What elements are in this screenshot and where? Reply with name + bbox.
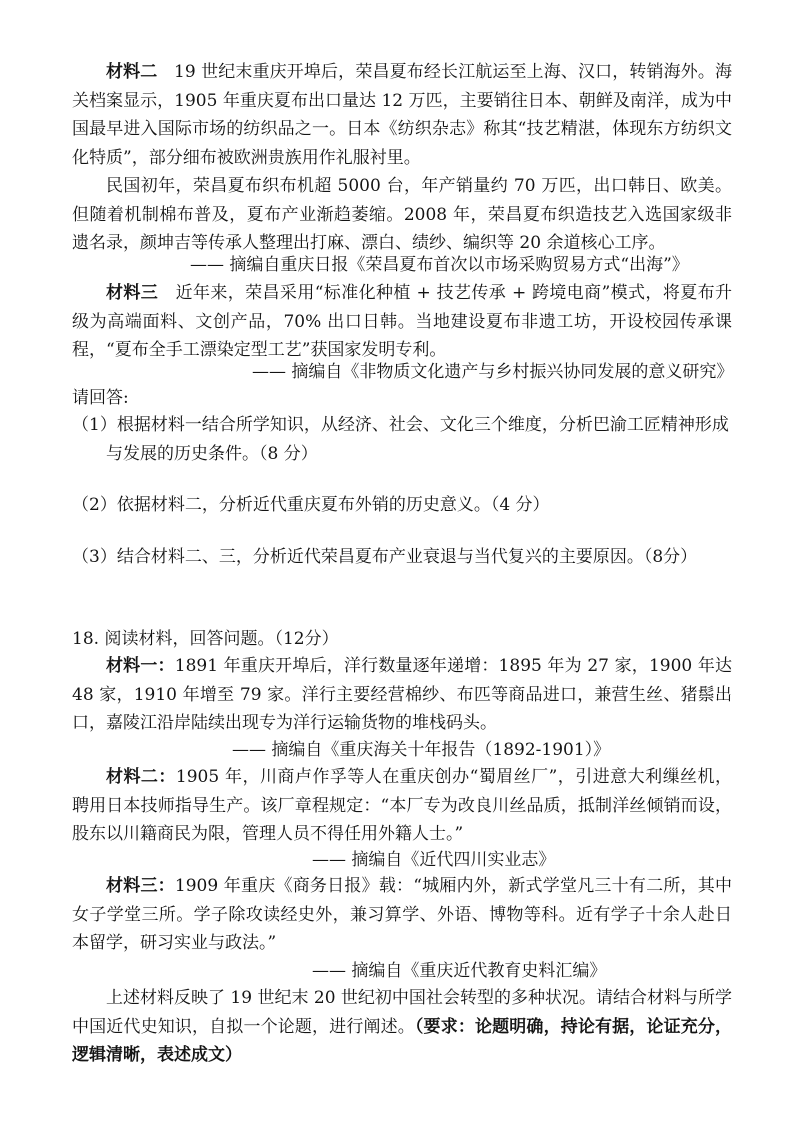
material-two-text2: 民国初年，荣昌夏布织布机超 5000 台，年产销量约 70 万匹，出口韩日、欧美。但随着机制棉布普及，夏布产业渐趋萎缩。2008 年，荣昌夏布织造技艺入选国家级非遗名录，颜坤吉等传承人整理出打麻、漂白、绩纱、编织等 20 余道核心工序。: [72, 176, 732, 253]
question-1-number: （1）: [72, 415, 117, 435]
question-3-number: （3）: [72, 547, 117, 567]
q18-material-one-source: —— 摘编自《重庆海关十年报告（1892-1901）》: [232, 740, 611, 760]
q18-material-one-text: 1891 年重庆开埠后，洋行数量逐年递增：1895 年为 27 家，1900 年达 48 家，1910 年增至 79 家。洋行主要经营棉纱、布匹等商品进口，兼营生丝、猪鬃出口，嘉陵江沿岸陆续出现专为洋行运输货物的堆栈码头。: [72, 656, 732, 733]
q18-material-one-label: 材料一：: [106, 656, 175, 676]
q18-material-two-text: 1905 年，川商卢作孚等人在重庆创办“蜀眉丝厂”，引进意大利缫丝机，聘用日本技师指导生产。该厂章程规定：“本厂专为改良川丝品质，抵制洋丝倾销而设，股东以川籍商民为限，管理人员不得任用外籍人士。”: [72, 767, 732, 844]
material-two-para1: [72, 58, 732, 172]
question-1: [72, 411, 742, 469]
q18-material-three-para: [72, 872, 732, 958]
q18-task-requirements: （要求：论题明确，持论有据，论证充分，逻辑清晰，表述成文）: [72, 1016, 733, 1065]
material-three-label: 材料三: [106, 283, 159, 303]
material-three-source: —— 摘编自《非物质文化遗产与乡村振兴协同发展的意义研究》: [252, 362, 734, 382]
material-two-label: 材料二: [106, 62, 158, 82]
q18-material-three-source: —— 摘编自《重庆近代教育史料汇编》: [312, 961, 607, 981]
material-two-text1: 19 世纪末重庆开埠后，荣昌夏布经长江航运至上海、汉口，转销海外。海关档案显示，1905 年重庆夏布出口量达 12 万匹，主要销往日本、朝鲜及南洋，成为中国最早进入国际市场的纺织品之一。日本《纺织杂志》称其“技艺精湛，体现东方纺织文化特质”，部分细布被欧洲贵族用作礼服衬里。: [72, 62, 733, 168]
material-two-para2: [72, 172, 732, 258]
q18-material-one-para: [72, 652, 732, 738]
question-3: [72, 543, 742, 572]
q18-material-two-label: 材料二：: [106, 767, 176, 787]
question-3-text: 结合材料二、三，分析近代荣昌夏布产业衰退与当代复兴的主要原因。（8分）: [116, 547, 698, 567]
material-three-para: [72, 279, 732, 365]
question-18-title: 18. 阅读材料，回答问题。（12分）: [72, 629, 339, 649]
question-1-line2: 与发展的历史条件。（8 分）: [106, 444, 318, 464]
material-three-text: 近年来，荣昌采用“标准化种植 + 技艺传承 + 跨境电商”模式，将夏布升级为高端面料、文创产品，70% 出口日韩。当地建设夏布非遗工坊，开设校园传承课程，“夏布全手工漂染定型工艺”获国家发明专利。: [72, 283, 733, 360]
question-2: [72, 491, 742, 520]
material-two-source: —— 摘编自重庆日报《荣昌夏布首次以市场采购贸易方式“出海”》: [190, 255, 689, 275]
q18-material-three-text: 1909 年重庆《商务日报》载：“城厢内外，新式学堂凡三十有二所，其中女子学堂三所。学子除攻读经史外，兼习算学、外语、博物等科。近有学子十余人赴日本留学，研习实业与政法。”: [72, 876, 733, 953]
question-2-number: （2）: [72, 495, 117, 515]
q18-material-three-label: 材料三：: [106, 876, 175, 896]
q18-task-text: 上述材料反映了 19 世纪末 20 世纪初中国社会转型的多种状况。请结合材料与所学中国近代史知识，自拟一个论题，进行阐述。: [72, 988, 732, 1037]
q18-material-two-source: —— 摘编自《近代四川实业志》: [312, 850, 556, 870]
question-2-text: 依据材料二，分析近代重庆夏布外销的历史意义。（4 分）: [116, 495, 550, 515]
q18-material-two-para: [72, 763, 732, 849]
question-1-line1: 根据材料一结合所学知识，从经济、社会、文化三个维度，分析巴渝工匠精神形成: [116, 415, 729, 435]
q18-task: [72, 984, 732, 1070]
answer-prompt: 请回答:: [72, 388, 129, 408]
